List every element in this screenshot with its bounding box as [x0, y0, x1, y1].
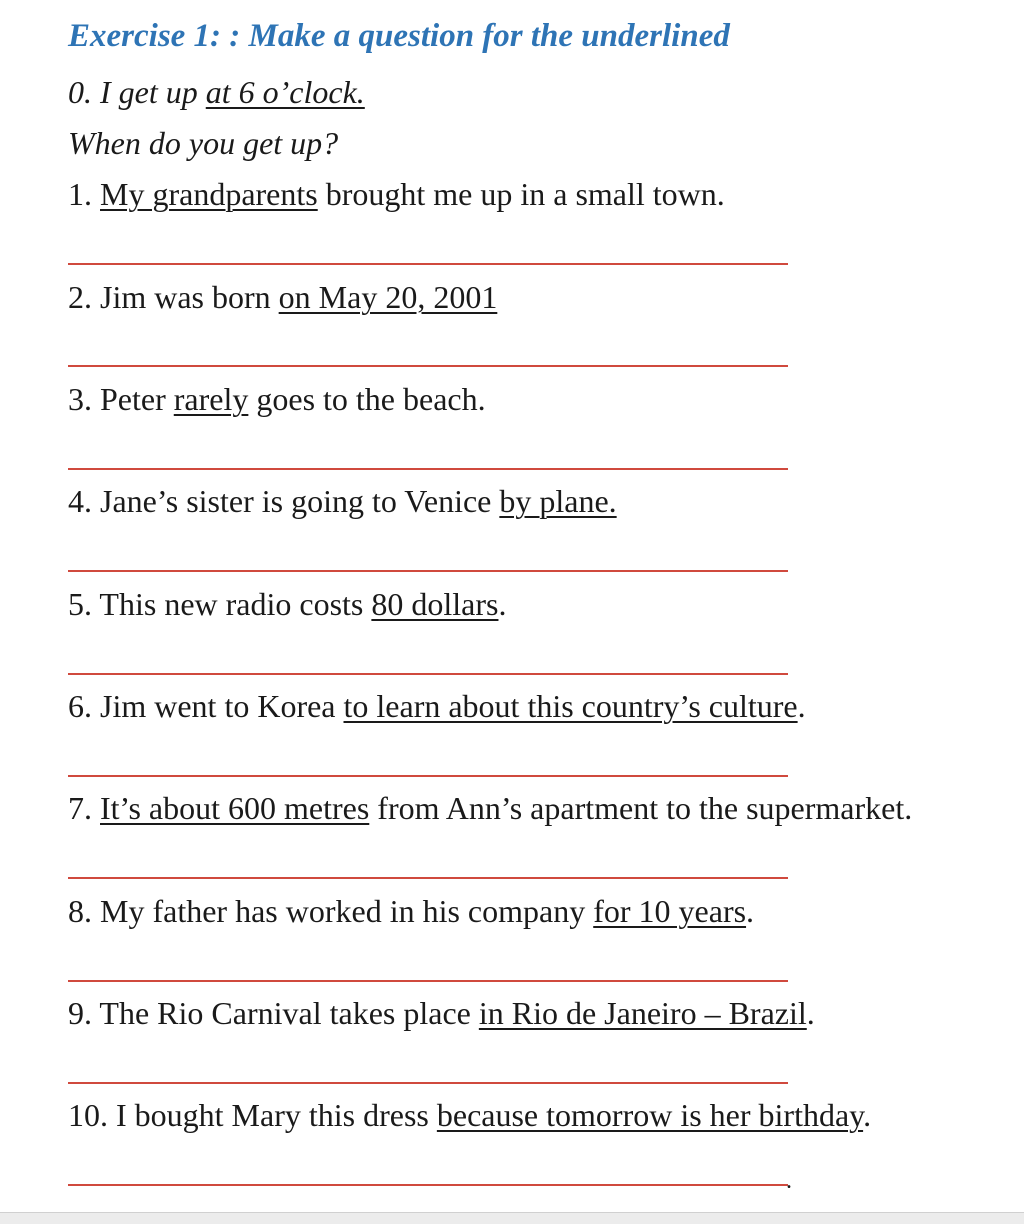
answer-line-8[interactable]	[68, 980, 788, 982]
example-answer: When do you get up?	[68, 125, 339, 161]
question-6-underlined: to learn about this country’s culture	[343, 688, 798, 724]
question-7-underlined: It’s about 600 metres	[100, 790, 370, 826]
answer-line-7[interactable]	[68, 877, 788, 879]
question-4-underlined: by plane.	[499, 483, 617, 519]
question-6-prefix: 6. Jim went to Korea	[68, 688, 344, 724]
question-3	[68, 381, 486, 418]
answer-line-5[interactable]	[68, 673, 788, 675]
question-8-underlined: for 10 years	[593, 893, 747, 929]
answer-line-1[interactable]	[68, 263, 788, 265]
question-3-underlined: rarely	[173, 381, 249, 417]
question-8-prefix: 8. My father has worked in his company	[68, 893, 594, 929]
question-3-suffix: goes to the beach.	[248, 381, 486, 417]
question-1-prefix: 1.	[68, 176, 100, 212]
question-2-underlined: on May 20, 2001	[278, 279, 498, 315]
answer-line-3[interactable]	[68, 468, 788, 470]
question-9	[68, 995, 815, 1032]
example-underlined-part: at 6 o’clock.	[205, 74, 365, 110]
answer-line-2[interactable]	[68, 365, 788, 367]
question-10	[68, 1097, 871, 1134]
question-9-underlined: in Rio de Janeiro – Brazil	[478, 995, 807, 1031]
example-sentence	[68, 74, 365, 111]
answer-line-6[interactable]	[68, 775, 788, 777]
question-10-prefix: 10. I bought Mary this dress	[68, 1097, 437, 1133]
question-10-underlined: because tomorrow is her birthday	[436, 1097, 864, 1133]
question-6	[68, 688, 806, 725]
answer-line-9[interactable]	[68, 1082, 788, 1084]
question-1-suffix: brought me up in a small town.	[317, 176, 725, 212]
question-2	[68, 279, 497, 316]
question-9-prefix: 9. The Rio Carnival takes place	[68, 995, 479, 1031]
example-sentence-text: 0. I get up	[68, 74, 206, 110]
question-10-suffix: .	[863, 1097, 872, 1133]
question-2-prefix: 2. Jim was born	[68, 279, 279, 315]
final-period: .	[786, 1168, 792, 1194]
question-7-suffix: from Ann’s apartment to the supermarket.	[369, 790, 913, 826]
question-5-underlined: 80 dollars	[371, 586, 499, 622]
question-8	[68, 893, 754, 930]
question-5-prefix: 5. This new radio costs	[68, 586, 372, 622]
answer-line-10[interactable]	[68, 1184, 788, 1186]
answer-line-4[interactable]	[68, 570, 788, 572]
question-7-prefix: 7.	[68, 790, 100, 826]
question-8-suffix: .	[746, 893, 755, 929]
bottom-scroll-edge	[0, 1212, 1024, 1224]
exercise-title: Exercise 1: : Make a question for the underlined	[68, 18, 730, 54]
question-7	[68, 790, 912, 827]
question-1	[68, 176, 725, 213]
question-6-suffix: .	[797, 688, 806, 724]
question-9-suffix: .	[806, 995, 815, 1031]
question-3-prefix: 3. Peter	[68, 381, 174, 417]
question-5	[68, 586, 506, 623]
question-5-suffix: .	[498, 586, 507, 622]
question-4	[68, 483, 617, 520]
question-4-prefix: 4. Jane’s sister is going to Venice	[68, 483, 500, 519]
question-1-underlined: My grandparents	[100, 176, 318, 212]
